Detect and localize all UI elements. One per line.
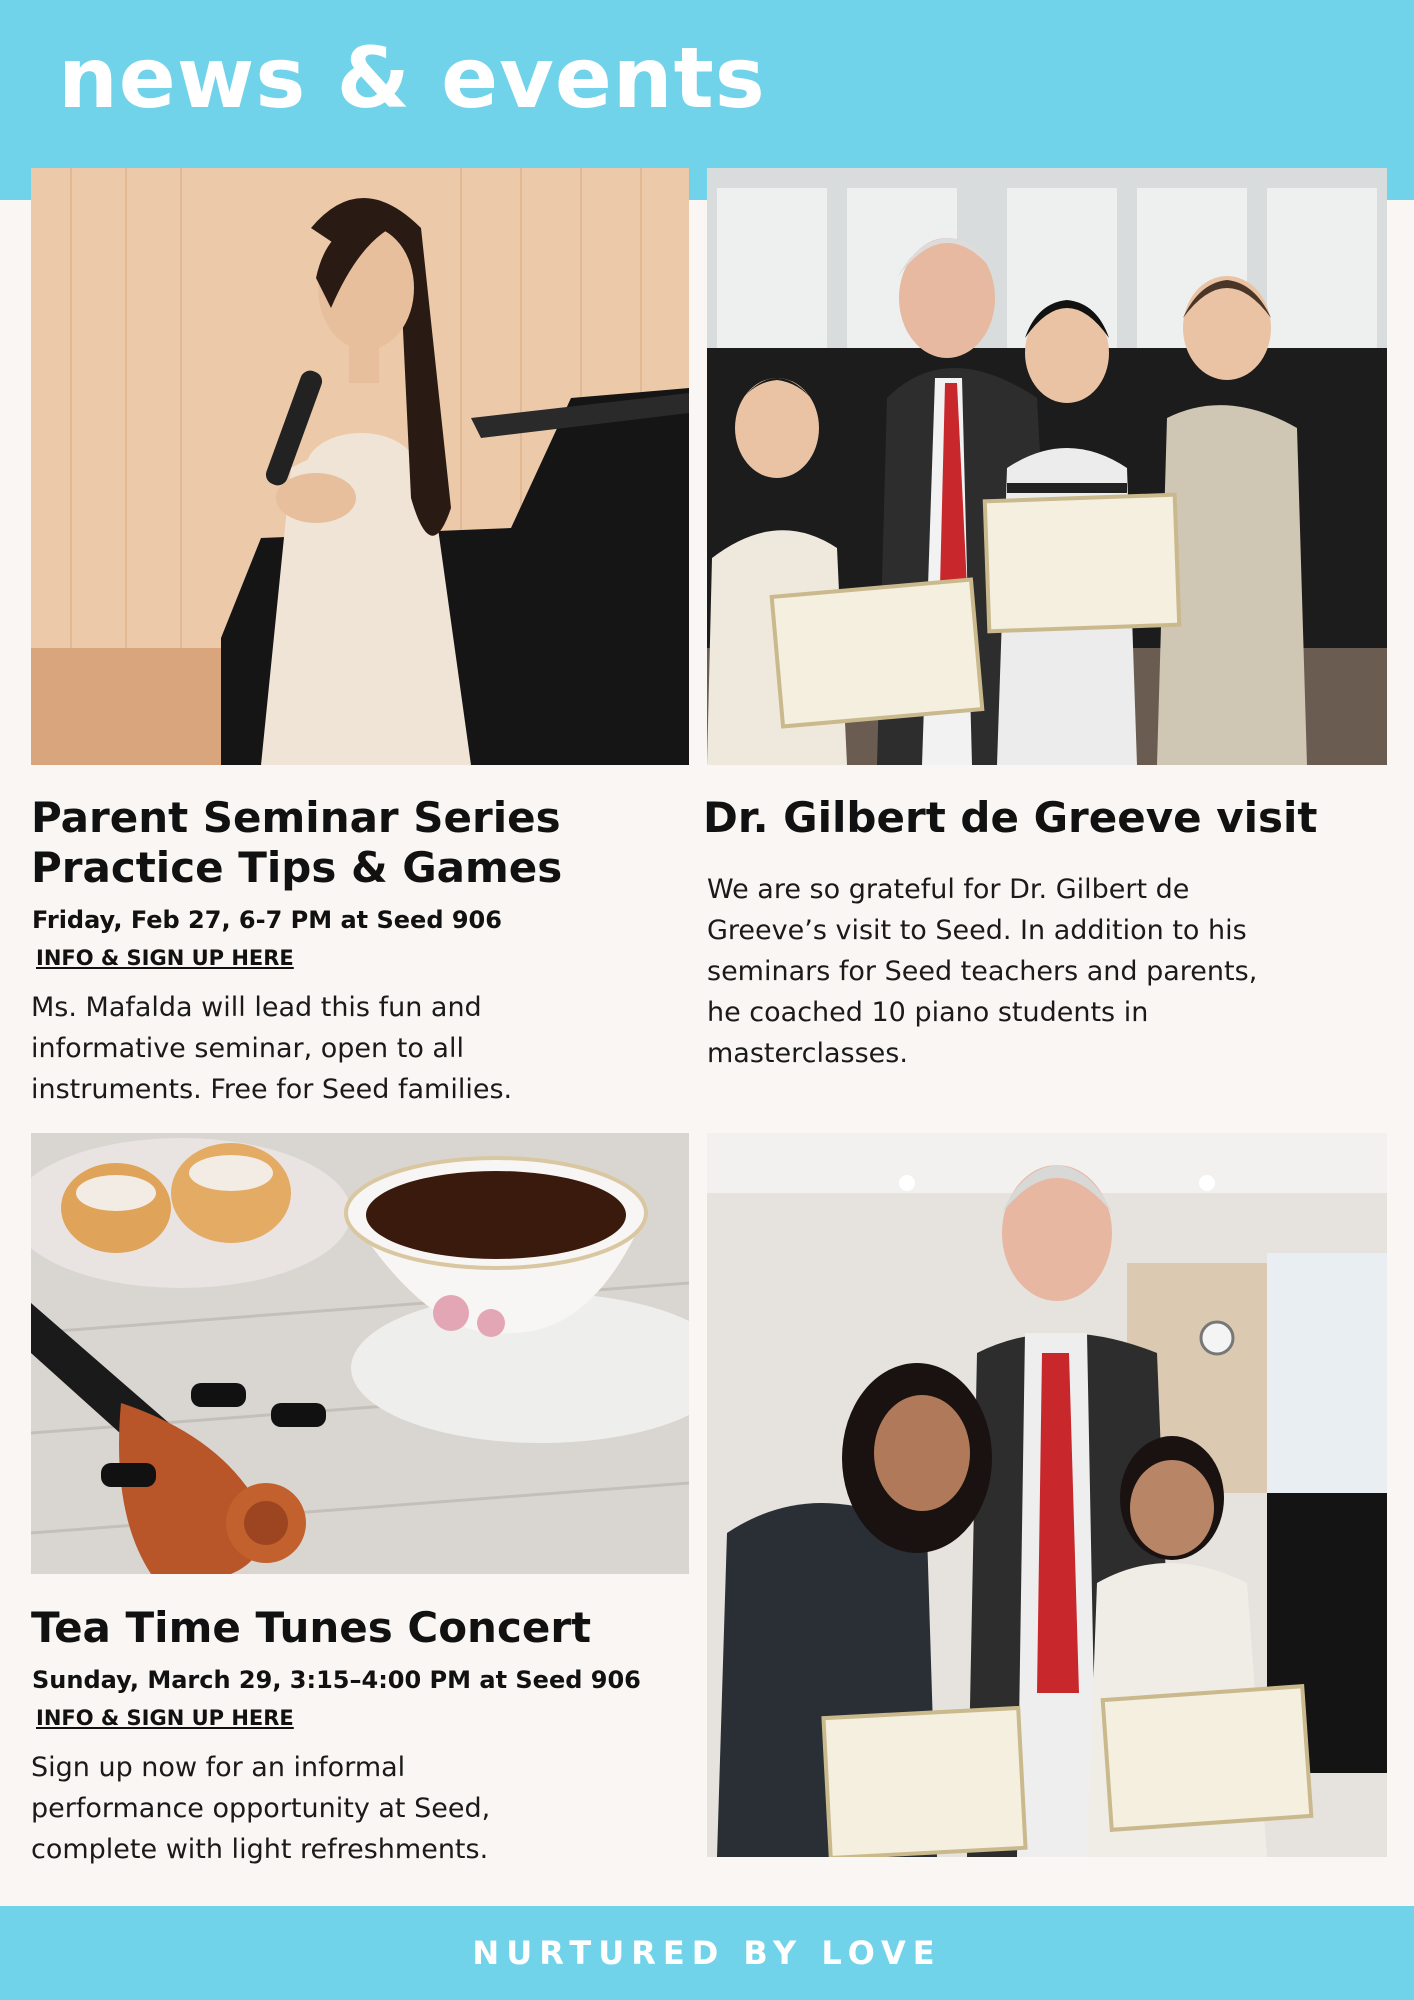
seminar-title-line1: Parent Seminar Series (31, 793, 561, 842)
concert-description-line1: Sign up now for an informal (31, 1752, 406, 1783)
concert-description-line3: complete with light refreshments. (31, 1834, 489, 1865)
page-title: news & events (58, 29, 766, 127)
concert-title: Tea Time Tunes Concert (31, 1603, 592, 1652)
concert-description-line2: performance opportunity at Seed, (31, 1793, 491, 1824)
speaker-photo (31, 168, 689, 765)
footer-band (0, 1906, 1414, 2000)
visit-photo-children (707, 168, 1387, 765)
seminar-description-line2: informative seminar, open to all (31, 1033, 464, 1064)
footer-tagline: NURTURED BY LOVE (472, 1934, 942, 1972)
seminar-date: Friday, Feb 27, 6-7 PM at Seed 906 (32, 906, 502, 934)
visit-description-line5: masterclasses. (707, 1038, 908, 1069)
concert-date: Sunday, March 29, 3:15–4:00 PM at Seed 906 (32, 1666, 641, 1694)
visit-description-line4: he coached 10 piano students in (707, 997, 1149, 1028)
tea-violin-photo (31, 1133, 689, 1574)
seminar-description-line3: instruments. Free for Seed families. (31, 1074, 513, 1105)
visit-description-line1: We are so grateful for Dr. Gilbert de (707, 874, 1190, 905)
seminar-description-line1: Ms. Mafalda will lead this fun and (31, 992, 482, 1023)
visit-description-line2: Greeve’s visit to Seed. In addition to his (707, 915, 1247, 946)
visit-title: Dr. Gilbert de Greeve visit (703, 793, 1318, 842)
concert-signup-link[interactable]: INFO & SIGN UP HERE (36, 1706, 294, 1730)
visit-photo-students (707, 1133, 1387, 1857)
seminar-signup-link[interactable]: INFO & SIGN UP HERE (36, 946, 294, 970)
seminar-title-line2: Practice Tips & Games (31, 843, 563, 892)
visit-description-line3: seminars for Seed teachers and parents, (707, 956, 1258, 987)
